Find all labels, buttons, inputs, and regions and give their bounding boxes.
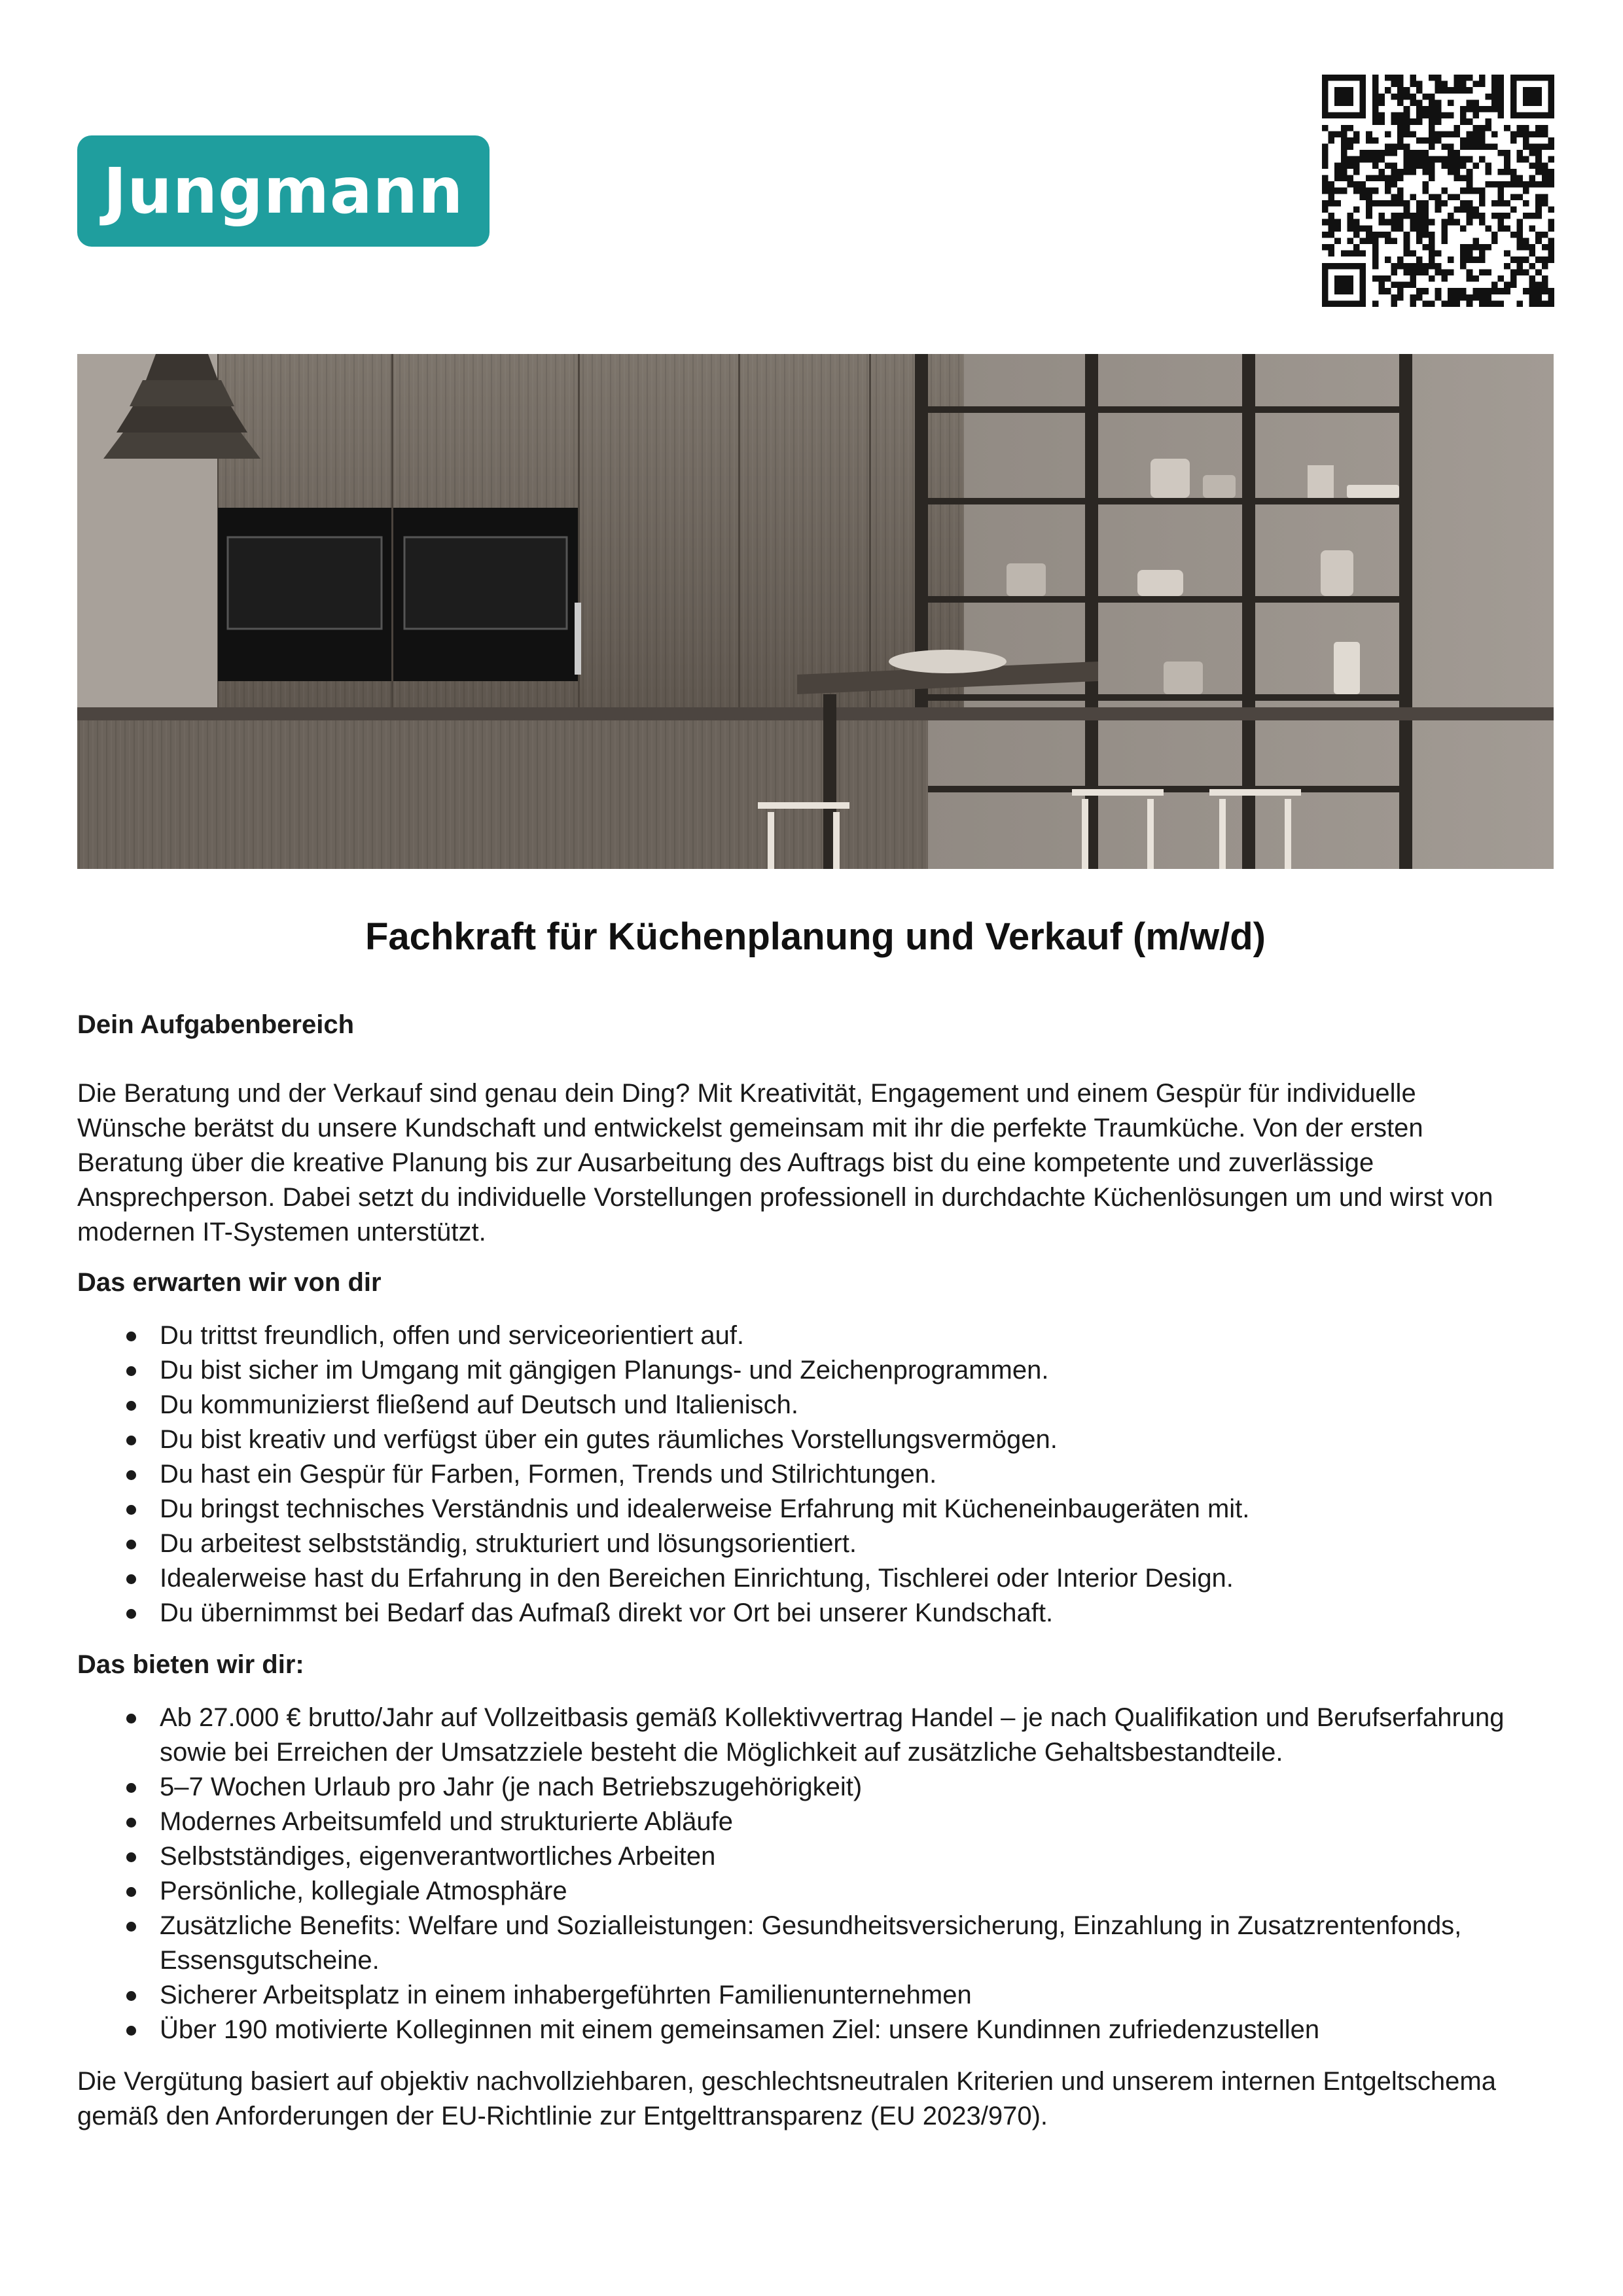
- tasks-paragraph: Die Beratung und der Verkauf sind genau dein Ding? Mit Kreativität, Engagement und einem Gespür für individuelle Wünsche berätst du unsere Kundschaft und entwickelst gemeinsam mit ihr die perfekte Traumküche. Von der ersten Beratung über die kreative Planung bis zur Ausarbeitung des Auftrags bist du eine kompetente und zuverlässige Ansprechperson. Dabei setzt du individuelle Vorstellungen professionell in durchdachte Küchenlösungen um und wirst von modernen IT-Systemen unterstützt.: [77, 1079, 1493, 1246]
- list-item: Idealerweise hast du Erfahrung in den Bereichen Einrichtung, Tischlerei oder Interior Design.: [160, 1561, 1517, 1596]
- list-item: Du kommunizierst fließend auf Deutsch und Italienisch.: [160, 1388, 1517, 1422]
- page-title: Fachkraft für Küchenplanung und Verkauf (m/w/d): [365, 915, 1266, 958]
- list-item: Zusätzliche Benefits: Welfare und Sozialleistungen: Gesundheitsversicherung, Einzahlung in Zusatzrentenfonds, Essensgutscheine.: [160, 1909, 1517, 1978]
- kitchen-illustration: [77, 354, 1554, 869]
- list-item: Du trittst freundlich, offen und serviceorientiert auf.: [160, 1318, 1517, 1353]
- benefits-list: [77, 1701, 1517, 2047]
- list-item: Du bringst technisches Verständnis und idealerweise Erfahrung mit Kücheneinbaugeräten mit.: [160, 1492, 1517, 1527]
- list-item: Du bist kreativ und verfügst über ein gutes räumliches Vorstellungsvermögen.: [160, 1422, 1517, 1457]
- section-heading-benefits: Das bieten wir dir:: [77, 1650, 304, 1679]
- qr-code-icon: [1322, 75, 1554, 307]
- list-item: Ab 27.000 € brutto/Jahr auf Vollzeitbasis gemäß Kollektivvertrag Handel – je nach Qualifikation und Berufserfahrung sowie bei Erreichen der Umsatzziele besteht die Möglichkeit auf zusätzliche Gehaltsbestandteile.: [160, 1701, 1517, 1770]
- kitchen-photo: [77, 354, 1554, 869]
- list-item: Sicherer Arbeitsplatz in einem inhabergeführten Familienunternehmen: [160, 1978, 1517, 2013]
- requirements-list: [77, 1318, 1517, 1631]
- list-item: Persönliche, kollegiale Atmosphäre: [160, 1874, 1517, 1909]
- list-item: Du arbeitest selbstständig, strukturiert und lösungsorientiert.: [160, 1527, 1517, 1561]
- list-item: Du übernimmst bei Bedarf das Aufmaß direkt vor Ort bei unserer Kundschaft.: [160, 1596, 1517, 1631]
- section-heading-requirements: Das erwarten wir von dir: [77, 1268, 382, 1297]
- list-item: Selbstständiges, eigenverantwortliches Arbeiten: [160, 1839, 1517, 1874]
- logo-text: Jungmann: [103, 154, 464, 228]
- closing-paragraph: Die Vergütung basiert auf objektiv nachvollziehbaren, geschlechtsneutralen Kriterien und unserem internen Entgeltschema gemäß den Anforderungen der EU-Richtlinie zur Entgelttransparenz (EU 2023/970).: [77, 2067, 1496, 2130]
- list-item: Du hast ein Gespür für Farben, Formen, Trends und Stilrichtungen.: [160, 1457, 1517, 1492]
- list-item: Über 190 motivierte Kolleginnen mit einem gemeinsamen Ziel: unsere Kundinnen zufriedenzustellen: [160, 2013, 1517, 2047]
- job-description: [77, 1008, 1517, 2134]
- list-item: 5–7 Wochen Urlaub pro Jahr (je nach Betriebszugehörigkeit): [160, 1770, 1517, 1805]
- company-logo: [77, 135, 490, 247]
- list-item: Modernes Arbeitsumfeld und strukturierte Abläufe: [160, 1805, 1517, 1839]
- section-heading-tasks: Dein Aufgabenbereich: [77, 1010, 355, 1039]
- list-item: Du bist sicher im Umgang mit gängigen Planungs- und Zeichenprogrammen.: [160, 1353, 1517, 1388]
